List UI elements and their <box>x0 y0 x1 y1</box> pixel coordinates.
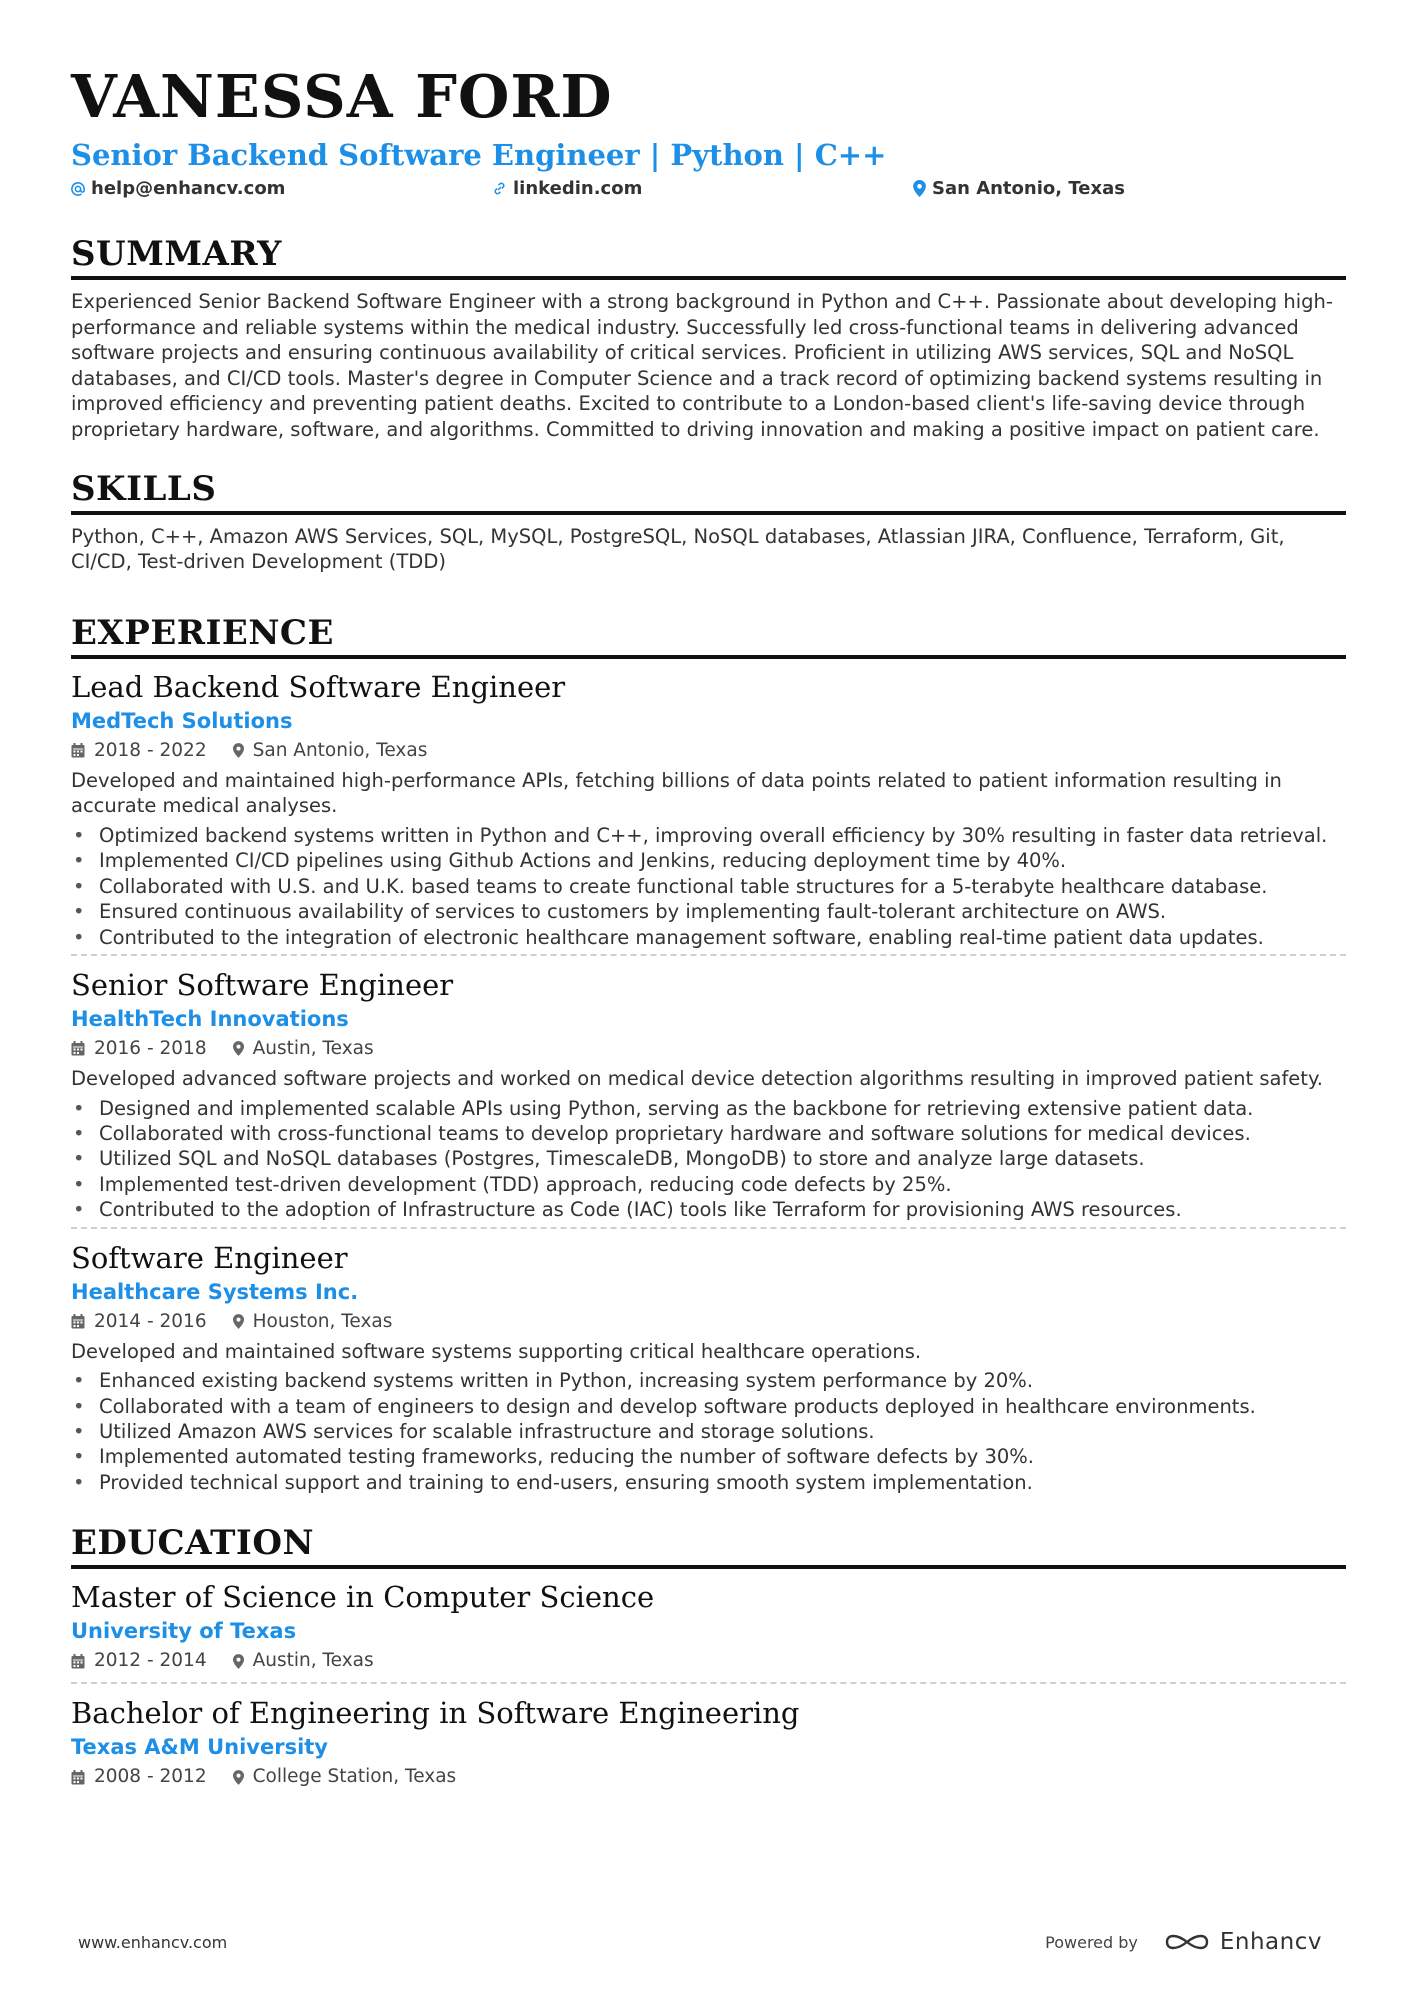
brand-name: Enhancv <box>1219 1929 1322 1955</box>
education-entry <box>71 1578 1346 1676</box>
job-bullet: • Utilized SQL and NoSQL databases (Postgres, TimescaleDB, MongoDB) to store and analyze large datasets. <box>71 1146 1346 1171</box>
summary-heading: SUMMARY <box>71 232 1346 280</box>
job-bullet: • Contributed to the adoption of Infrastructure as Code (IAC) tools like Terraform for provisioning AWS resources. <box>71 1197 1346 1222</box>
job-dates: 2018 - 2022 <box>94 739 207 761</box>
skills-section <box>71 467 1346 575</box>
edu-location-wrap <box>233 1762 457 1792</box>
job-role: Software Engineer <box>71 1240 348 1275</box>
experience-section <box>71 611 1346 1495</box>
education-entry <box>71 1694 1346 1792</box>
job-bullet: • Implemented CI/CD pipelines using Github Actions and Jenkins, reducing deployment time by 40%. <box>71 848 1346 873</box>
candidate-name: VANESSA FORD <box>71 62 613 131</box>
experience-heading: EXPERIENCE <box>71 611 1346 659</box>
contact-location <box>913 178 1125 199</box>
footer <box>78 1922 1322 1962</box>
edu-dates: 2008 - 2012 <box>94 1766 207 1788</box>
job-bullet: • Collaborated with a team of engineers to design and develop software products deployed in healthcare environments. <box>71 1394 1346 1419</box>
powered-by-label: Powered by <box>1045 1932 1138 1952</box>
education-section <box>71 1521 1346 1792</box>
degree: Bachelor of Engineering in Software Engineering <box>71 1696 800 1731</box>
job-location: Houston, Texas <box>252 1310 393 1332</box>
job-dates-wrap <box>71 1307 207 1337</box>
link-icon <box>492 181 507 196</box>
job-bullet: • Optimized backend systems written in Python and C++, improving overall efficiency by 30% resulting in faster data retrieval. <box>71 823 1346 848</box>
job-dates-wrap <box>71 1034 207 1064</box>
email-text: help@enhancv.com <box>91 178 286 199</box>
job-location: Austin, Texas <box>252 1037 374 1059</box>
job-role: Lead Backend Software Engineer <box>71 669 566 704</box>
school: Texas A&M University <box>71 1735 328 1760</box>
edu-dates: 2012 - 2014 <box>94 1650 207 1672</box>
job-bullet: • Utilized Amazon AWS services for scalable infrastructure and storage solutions. <box>71 1419 1346 1444</box>
education-heading: EDUCATION <box>71 1521 1346 1569</box>
job-bullet: • Ensured continuous availability of services to customers by implementing fault-tolerant architecture on AWS. <box>71 899 1346 924</box>
calendar-icon <box>71 1770 85 1785</box>
job-bullet: • Provided technical support and training to end-users, ensuring smooth system implementation. <box>71 1470 1346 1495</box>
job-location: San Antonio, Texas <box>252 739 428 761</box>
degree: Master of Science in Computer Science <box>71 1580 655 1615</box>
calendar-icon <box>71 743 85 758</box>
calendar-icon <box>71 1041 85 1056</box>
job-bullet: • Collaborated with cross-functional teams to develop proprietary hardware and software solutions for medical devices. <box>71 1121 1346 1146</box>
edu-dates-wrap <box>71 1646 207 1676</box>
calendar-icon <box>71 1314 85 1329</box>
job-bullet: • Implemented test-driven development (TDD) approach, reducing code defects by 25%. <box>71 1172 1346 1197</box>
contact-linkedin[interactable] <box>492 178 642 199</box>
edu-location: Austin, Texas <box>252 1650 374 1672</box>
header <box>71 58 1346 206</box>
footer-branding <box>1045 1929 1322 1955</box>
job-bullets <box>71 1096 1346 1223</box>
job-meta <box>71 1034 1346 1064</box>
job-entry <box>71 668 1346 950</box>
education-meta <box>71 1646 1346 1676</box>
enhancv-logo-icon <box>1164 1929 1210 1955</box>
skills-heading: SKILLS <box>71 467 1346 515</box>
edu-location-wrap <box>233 1646 374 1676</box>
summary-section <box>71 232 1346 443</box>
job-role: Senior Software Engineer <box>71 967 454 1002</box>
linkedin-text: linkedin.com <box>513 178 643 199</box>
job-description: Developed and maintained high-performance APIs, fetching billions of data points related to patient information resulting in accurate medical analyses. <box>71 768 1282 818</box>
entry-divider <box>71 1227 1346 1229</box>
job-description: Developed advanced software projects and worked on medical device detection algorithms resulting in improved patient safety. <box>71 1066 1323 1090</box>
job-bullet: • Contributed to the integration of electronic healthcare management software, enabling real-time patient data updates. <box>71 925 1346 950</box>
job-location-wrap <box>233 1034 374 1064</box>
job-meta <box>71 1307 1346 1337</box>
school: University of Texas <box>71 1619 297 1644</box>
job-bullets <box>71 1368 1346 1495</box>
entry-divider <box>71 1682 1346 1684</box>
summary-text: Experienced Senior Backend Software Engineer with a strong background in Python and C++. Passionate about developing high-performance and reliable systems within the medical industry. Successfully led cross-functional teams in delivering advanced software projects and ensuring continuous availability of critical services. Proficient in utilizing AWS services, SQL and NoSQL databases, and CI/CD tools. Master's degree in Computer Science and a track record of optimizing backend systems resulting in improved efficiency and preventing patient deaths. Excited to contribute to a London-based client's life-saving device through proprietary hardware, software, and algorithms. Committed to driving innovation and making a positive impact on patient care. <box>71 290 1333 441</box>
job-bullet: • Implemented automated testing frameworks, reducing the number of software defects by 30%. <box>71 1444 1346 1469</box>
map-pin-icon <box>233 1041 244 1056</box>
job-meta <box>71 736 1346 766</box>
education-meta <box>71 1762 1346 1792</box>
job-bullet: • Enhanced existing backend systems written in Python, increasing system performance by 20%. <box>71 1368 1346 1393</box>
job-bullets <box>71 823 1346 950</box>
map-pin-icon <box>233 1654 244 1669</box>
at-icon <box>71 182 85 196</box>
contact-row <box>71 176 1346 206</box>
candidate-title: Senior Backend Software Engineer | Python | C++ <box>71 138 887 172</box>
job-dates: 2016 - 2018 <box>94 1037 207 1059</box>
job-dates-wrap <box>71 736 207 766</box>
job-company: MedTech Solutions <box>71 708 293 733</box>
contact-email[interactable] <box>71 178 285 199</box>
map-pin-icon <box>233 743 244 758</box>
job-dates: 2014 - 2016 <box>94 1310 207 1332</box>
map-pin-icon <box>233 1314 244 1329</box>
job-location-wrap <box>233 736 428 766</box>
job-bullet: • Collaborated with U.S. and U.K. based teams to create functional table structures for a 5-terabyte healthcare database. <box>71 874 1346 899</box>
calendar-icon <box>71 1654 85 1669</box>
job-entry <box>71 1239 1346 1496</box>
map-pin-icon <box>233 1770 244 1785</box>
job-company: Healthcare Systems Inc. <box>71 1279 359 1304</box>
entry-divider <box>71 954 1346 956</box>
job-entry <box>71 966 1346 1223</box>
job-location-wrap <box>233 1307 393 1337</box>
location-text: San Antonio, Texas <box>932 178 1125 199</box>
job-bullet: • Designed and implemented scalable APIs using Python, serving as the backbone for retrieving extensive patient data. <box>71 1096 1346 1121</box>
footer-url[interactable]: www.enhancv.com <box>78 1932 228 1952</box>
skills-text: Python, C++, Amazon AWS Services, SQL, MySQL, PostgreSQL, NoSQL databases, Atlassian JIRA, Confluence, Terraform, Git, CI/CD, Test-driven Development (TDD) <box>71 524 1285 574</box>
edu-dates-wrap <box>71 1762 207 1792</box>
edu-location: College Station, Texas <box>252 1766 457 1788</box>
job-description: Developed and maintained software systems supporting critical healthcare operations. <box>71 1339 922 1363</box>
job-company: HealthTech Innovations <box>71 1006 349 1031</box>
map-pin-icon <box>913 180 926 197</box>
